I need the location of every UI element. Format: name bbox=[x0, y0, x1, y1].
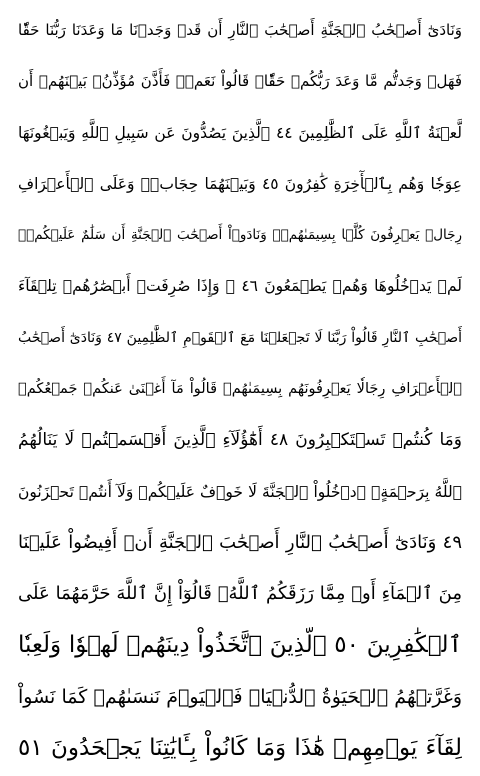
text-line-15-content: لِقَآءَ يَوۡمِهِمۡ هَٰذَا وَمَا كَانُواْ بِـَٔايَٰتِنَا يَجۡحَدُونَ ٥١ bbox=[18, 734, 462, 761]
text-line-8 bbox=[18, 371, 462, 407]
text-line-13-content: ٱلۡكَٰفِرِينَ ٥٠ ٱلَّذِينَ ٱتَّخَذُواْ دِينَهُمۡ لَهۡوٗا وَلَعِبٗا bbox=[18, 632, 462, 659]
text-line-14-content: وَغَرَّتۡهُمُ ٱلۡحَيَوٰةُ ٱلدُّنۡيَاۚ فَٱلۡيَوۡمَ نَنسَىٰهُمۡ كَمَا نَسُواْ bbox=[18, 685, 462, 708]
text-line-9-content: وَمَا كُنتُمۡ تَسۡتَكۡبِرُونَ ٤٨ أَهَٰٓؤُلَآءِ ٱلَّذِينَ أَقۡسَمۡتُمۡ لَا يَنَالُهُمُ bbox=[18, 430, 462, 451]
text-line-2-content: فَهَلۡ وَجَدتُّم مَّا وَعَدَ رَبُّكُمۡ حَقّٗاۖ قَالُواْ نَعَمۡۚ فَأَذَّنَ مُؤَذِّنُۢ بَيۡنَهُمۡ أَن bbox=[18, 72, 462, 91]
text-line-10-content: ٱللَّهُ بِرَحۡمَةٍۚ ٱدۡخُلُواْ ٱلۡجَنَّةَ لَا خَوۡفٌ عَلَيۡكُمۡ وَلَآ أَنتُمۡ تَحۡزَنُونَ bbox=[18, 482, 462, 501]
text-line-11-content: ٤٩ وَنَادَىٰٓ أَصۡحَٰبُ ٱلنَّارِ أَصۡحَٰبَ ٱلۡجَنَّةِ أَنۡ أَفِيضُواْ عَلَيۡنَا bbox=[18, 531, 462, 553]
text-line-3 bbox=[18, 115, 462, 151]
text-line-11 bbox=[18, 525, 462, 561]
text-line-3-content: لَّعۡنَةُ ٱللَّهِ عَلَى ٱلظَّٰلِمِينَ ٤٤ ٱلَّذِينَ يَصُدُّونَ عَن سَبِيلِ ٱللَّهِ وَيَبۡغُونَهَا bbox=[18, 123, 462, 142]
text-line-2 bbox=[18, 63, 462, 99]
text-line-5 bbox=[18, 217, 462, 253]
text-line-6 bbox=[18, 268, 462, 304]
text-line-6-content: لَمۡ يَدۡخُلُوهَا وَهُمۡ يَطۡمَعُونَ ٤٦ ۞ وَإِذَا صُرِفَتۡ أَبۡصَٰرُهُمۡ تِلۡقَآءَ bbox=[18, 277, 462, 296]
text-line-5-content: رِجَالٞ يَعۡرِفُونَ كُلَّۢا بِسِيمَىٰهُمۡۚ وَنَادَوۡاْ أَصۡحَٰبَ ٱلۡجَنَّةِ أَن سَلَٰمٌ عَلَيۡكُمۡۚ bbox=[18, 227, 462, 244]
text-line-13 bbox=[18, 627, 462, 663]
text-line-8-content: ٱلۡأَعۡرَافِ رِجَالٗا يَعۡرِفُونَهُم بِسِيمَىٰهُمۡ قَالُواْ مَآ أَغۡنَىٰ عَنكُمۡ جَمۡعُكُمۡ bbox=[18, 380, 462, 397]
text-line-14 bbox=[18, 679, 462, 715]
text-line-9 bbox=[18, 422, 462, 458]
quran-text-block bbox=[18, 12, 462, 766]
text-line-12-content: مِنَ ٱلۡمَآءِ أَوۡ مِمَّا رَزَقَكُمُ ٱللَّهُۚ قَالُوٓاْ إِنَّ ٱللَّهَ حَرَّمَهُمَا عَلَى bbox=[18, 583, 462, 605]
text-line-7 bbox=[18, 320, 462, 356]
text-line-4-content: عِوَجٗا وَهُم بِٱلۡأٓخِرَةِ كَٰفِرُونَ ٤٥ وَبَيۡنَهُمَا حِجَابٞۚ وَعَلَى ٱلۡأَعۡرَافِ bbox=[18, 174, 462, 193]
text-line-1-content: وَنَادَىٰٓ أَصۡحَٰبُ ٱلۡجَنَّةِ أَصۡحَٰبَ ٱلنَّارِ أَن قَدۡ وَجَدۡنَا مَا وَعَدَنَا رَبُّنَا حَقّٗا bbox=[18, 21, 462, 39]
text-line-7-content: أَصۡحَٰبِ ٱلنَّارِ قَالُواْ رَبَّنَا لَا تَجۡعَلۡنَا مَعَ ٱلۡقَوۡمِ ٱلظَّٰلِمِينَ ٤٧ وَنَادَىٰٓ أَصۡحَٰبُ bbox=[18, 329, 462, 346]
text-line-10 bbox=[18, 474, 462, 510]
text-line-4 bbox=[18, 166, 462, 202]
text-line-1 bbox=[18, 12, 462, 48]
text-line-15 bbox=[18, 730, 462, 766]
text-line-12 bbox=[18, 576, 462, 612]
